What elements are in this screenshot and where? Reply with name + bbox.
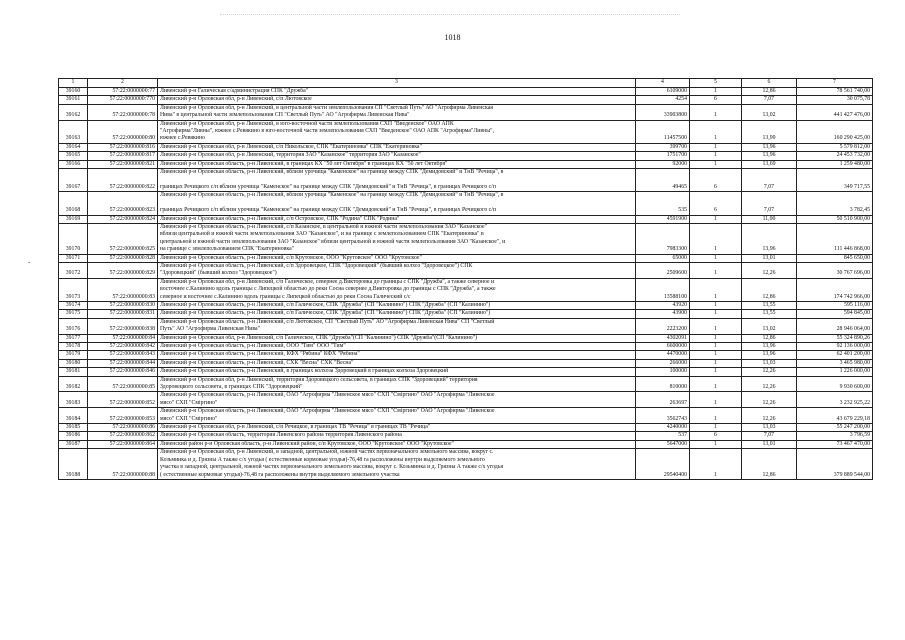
table-row — [59, 424, 873, 432]
cadastral-number-cell: 57:22:0000000:843 — [88, 351, 158, 359]
table-row — [59, 351, 873, 359]
cadastral-value-cell: 349 717,55 — [797, 169, 873, 192]
description-line: Ливенский р-н Орловская область, р-н Ливенский, с/п Лютовское, СП "Светлый Путь" АО "Агрофирма Ливенская Нива" СП "Светлый — [160, 318, 495, 325]
location-description-cell — [158, 310, 636, 318]
location-description-cell — [158, 169, 636, 192]
description-line: южнее с.Ревякино — [160, 135, 205, 142]
record-number-cell: 39163 — [59, 120, 88, 143]
table-row — [59, 318, 873, 334]
area-cell: 810000 — [636, 376, 690, 392]
unit-price-cell: 12,26 — [742, 262, 797, 278]
unit-price-cell: 13,96 — [742, 343, 797, 351]
cadastral-number-cell: 57:22:0000000:78 — [88, 104, 158, 120]
description-line: Ливенский р-н Орловская обл, р-н Ливенский, в западной, центральной, южной частях первоначального земельного массива, вокруг с. — [160, 449, 494, 456]
unit-price-cell: 12,26 — [742, 368, 797, 376]
count-cell: 1 — [690, 301, 742, 309]
area-cell: 5647000 — [636, 440, 690, 448]
table-row — [59, 359, 873, 367]
unit-price-cell: 13,55 — [742, 301, 797, 309]
cadastral-number-cell: 57:22:0000000:852 — [88, 392, 158, 408]
cadastral-number-cell: 57:22:0000000:80 — [88, 120, 158, 143]
location-description-cell — [158, 392, 636, 408]
location-description-cell — [158, 424, 636, 432]
cadastral-number-cell: 57:22:0000000:825 — [88, 223, 158, 254]
unit-price-cell: 13,99 — [742, 120, 797, 143]
location-description-cell — [158, 88, 636, 96]
location-description-cell — [158, 343, 636, 351]
unit-price-cell: 12,86 — [742, 88, 797, 96]
table-row — [59, 120, 873, 143]
area-cell: 92000 — [636, 160, 690, 168]
count-cell: 1 — [690, 343, 742, 351]
count-cell: 1 — [690, 408, 742, 424]
unit-price-cell: 12,26 — [742, 392, 797, 408]
unit-price-cell: 13,03 — [742, 424, 797, 432]
record-number-cell: 39182 — [59, 376, 88, 392]
description-line: Ливенский р-н Галическая с/администрация СПК "Дружба" — [160, 88, 309, 94]
description-line: центральной и южной части землепользования ЗАО "Казанское" вблизи центральной и южной части землепользования ЗАО "Казанское", и — [160, 238, 506, 245]
cadastral-value-cell: 30 767 696,00 — [797, 262, 873, 278]
record-number-cell: 39177 — [59, 334, 88, 342]
area-cell: 29540400 — [636, 449, 690, 480]
description-line: Ливенский р-н Орловская область, р-н Ливенский, ОАО "Агрофирма "Ливенское мясо" СХП "Сміргино" ОАО "Агрофирма "Ливенское — [160, 392, 495, 399]
cadastral-value-cell: 595 116,00 — [797, 301, 873, 309]
cadastral-value-cell: 845 650,00 — [797, 254, 873, 262]
description-line — [160, 200, 633, 207]
count-cell: 1 — [690, 262, 742, 278]
cadastral-value-cell: 3 796,59 — [797, 432, 873, 440]
cadastral-number-cell: 57:22:0000000:862 — [88, 432, 158, 440]
unit-price-cell: 12,86 — [742, 449, 797, 480]
cadastral-value-cell: 9 930 600,00 — [797, 376, 873, 392]
count-cell: 1 — [690, 440, 742, 448]
location-description-cell — [158, 215, 636, 223]
area-cell: 535 — [636, 192, 690, 215]
table-row — [59, 160, 873, 168]
area-cell: 4254 — [636, 96, 690, 104]
location-description-cell — [158, 359, 636, 367]
cadastral-value-cell: 28 946 064,00 — [797, 318, 873, 334]
table-row — [59, 301, 873, 309]
record-number-cell: 39180 — [59, 359, 88, 367]
area-cell: 65000 — [636, 254, 690, 262]
description-line: восточнее с.Калинино вдоль границы с Липецкой областью до реки Сосна севернее д.Викторовка до границы с СПК "Дружба", а также — [160, 286, 496, 293]
table-row — [59, 88, 873, 96]
cadastral-value-cell: 594 845,00 — [797, 310, 873, 318]
cadastral-number-cell: 57:22:0000000:817 — [88, 152, 158, 160]
count-cell: 1 — [690, 215, 742, 223]
unit-price-cell: 11,00 — [742, 215, 797, 223]
table-row — [59, 408, 873, 424]
description-line: Ливенский р-н Орловская обл, р-н Ливенский, в центральной части землепользования СП "Светлый Путь" АО "Агрофирма Ливенская — [160, 104, 493, 111]
count-cell: 1 — [690, 278, 742, 301]
table-row — [59, 254, 873, 262]
description-line: Путь" АО "Агрофирма Ливенская Нива" — [160, 326, 260, 333]
location-description-cell — [158, 432, 636, 440]
area-cell: 2223200 — [636, 318, 690, 334]
record-number-cell: 39187 — [59, 440, 88, 448]
count-cell: 1 — [690, 334, 742, 342]
column-header: 4 — [636, 79, 690, 88]
description-line: Ливенский р-н Орловская обл, р-н Ливенский, с/п Галическое, СПК "Дружба"(СП "Калинино") СПК "Дружба"(СП "Калинино") — [160, 334, 478, 341]
area-cell: 49465 — [636, 169, 690, 192]
record-number-cell: 39181 — [59, 368, 88, 376]
count-cell: 6 — [690, 192, 742, 215]
record-number-cell: 39186 — [59, 432, 88, 440]
table-row — [59, 440, 873, 448]
record-number-cell: 39169 — [59, 215, 88, 223]
column-header: 5 — [690, 79, 742, 88]
description-line: Ливенский р-н Орловская обл, р-н Ливенский, в юго-восточной части землепользования СХП "Введенское" ОАО АПК — [160, 120, 454, 127]
location-description-cell — [158, 192, 636, 215]
cadastral-value-cell: 5 579 812,00 — [797, 143, 873, 151]
description-line: Ливенский р-н Орловская обл, р-н Ливенский, с/п Никольское, СПК "Екатериновка" СПК "Екатериновка" — [160, 143, 422, 150]
description-line: Козьминка и д. Грязны А также с/х угодья ( естественные кормовые угодья)-76,48 га расположены внутри выделяемого земельного — [160, 456, 485, 463]
cadastral-number-cell: 57:22:0000000:822 — [88, 169, 158, 192]
description-line: Ливенский р-н Орловская область, р-н Ливенский, с/п Крутовское, ООО "Крутовское" ООО "Крутовское" — [160, 254, 422, 261]
cadastral-number-cell: 57:22:0000000:86 — [88, 424, 158, 432]
description-line: Ливенский р-н Орловская область, р-н Ливенский, с/п Галическое, СПК "Дружба" (СП "Калинино") СПК "Дружба" (СП "Калинино") — [160, 301, 491, 308]
cadastral-number-cell: 57:22:0000000:846 — [88, 368, 158, 376]
cadastral-value-cell: 43 679 229,18 — [797, 408, 873, 424]
location-description-cell — [158, 160, 636, 168]
record-number-cell: 39176 — [59, 318, 88, 334]
column-header: 3 — [158, 79, 636, 88]
column-header-row — [59, 79, 873, 88]
cadastral-value-cell: 441 427 476,00 — [797, 104, 873, 120]
record-number-cell: 39179 — [59, 351, 88, 359]
location-description-cell — [158, 223, 636, 254]
record-number-cell: 39173 — [59, 278, 88, 301]
location-description-cell — [158, 96, 636, 104]
area-cell: 6109000 — [636, 88, 690, 96]
description-line: Нива" в центральной части землепользования СП "Светлый Путь" АО "Агрофирма Ливенская Нива" — [160, 112, 410, 119]
cadastral-number-cell: 57:22:0000000:816 — [88, 143, 158, 151]
description-line: Ливенский р-н Орловская область, р-н Ливенский, с/п Казанское, в центральной и южной части землепользования ЗАО "Казанское" — [160, 223, 487, 230]
cadastral-value-cell: 30 075,78 — [797, 96, 873, 104]
count-cell: 6 — [690, 169, 742, 192]
count-cell: 6 — [690, 96, 742, 104]
count-cell: 1 — [690, 424, 742, 432]
cadastral-number-cell: 57:22:0000000:823 — [88, 192, 158, 215]
record-number-cell: 39188 — [59, 449, 88, 480]
record-number-cell: 39165 — [59, 152, 88, 160]
cadastral-number-cell: 57:22:0000000:864 — [88, 440, 158, 448]
column-header: 2 — [88, 79, 158, 88]
area-cell: 33903800 — [636, 104, 690, 120]
unit-price-cell: 13,96 — [742, 223, 797, 254]
description-line: границах Речицкого с/п вблизи урочища "Каменское" на границе между СПК "Демидовский" и ТнВ "Речица", в границах Речицкого с/п — [160, 183, 496, 190]
cadastral-number-cell: 57:22:0000000:77 — [88, 88, 158, 96]
count-cell: 1 — [690, 104, 742, 120]
location-description-cell — [158, 262, 636, 278]
description-line: Здоровецкого сельсовета, в границах СПК "Здоровецкий" — [160, 384, 303, 391]
area-cell: 6600000 — [636, 343, 690, 351]
location-description-cell — [158, 301, 636, 309]
location-description-cell — [158, 254, 636, 262]
location-description-cell — [158, 449, 636, 480]
cadastral-number-cell: 57:22:0000000:829 — [88, 262, 158, 278]
description-line: Ливенский р-н Орловская область, р-н Ливенский, вблизи урочища "Каменское" на границе между СПК "Демидовский" и ТнВ "Речица", в — [160, 169, 504, 176]
location-description-cell — [158, 440, 636, 448]
unit-price-cell: 13,96 — [742, 351, 797, 359]
cadastral-value-cell: 73 467 470,00 — [797, 440, 873, 448]
table-row — [59, 376, 873, 392]
record-number-cell: 39166 — [59, 160, 88, 168]
cadastral-number-cell: 57:22:0000000:838 — [88, 318, 158, 334]
table-row — [59, 449, 873, 480]
description-line: участка в западной, центральной, южной частях первоначального земельного массива, вокруг с. Козьминка и д. Грязны А также с/х угодья — [160, 464, 504, 471]
cadastral-value-cell: 50 510 900,00 — [797, 215, 873, 223]
area-cell: 537 — [636, 432, 690, 440]
count-cell: 1 — [690, 318, 742, 334]
cadastral-value-cell: 160 290 425,00 — [797, 120, 873, 143]
location-description-cell — [158, 334, 636, 342]
location-description-cell — [158, 368, 636, 376]
cadastral-number-cell: 57:22:0000000:88 — [88, 449, 158, 480]
table-row — [59, 278, 873, 301]
description-line — [160, 176, 633, 183]
land-register-table — [58, 78, 873, 480]
location-description-cell — [158, 120, 636, 143]
column-header: 1 — [59, 79, 88, 88]
cadastral-value-cell: 111 446 868,00 — [797, 223, 873, 254]
description-line: Ливенский р-н Орловская обл, р-н Ливенский, с/п Лютовское — [160, 96, 312, 103]
unit-price-cell: 13,96 — [742, 143, 797, 151]
unit-price-cell: 12,86 — [742, 278, 797, 301]
unit-price-cell: 7,07 — [742, 169, 797, 192]
table-row — [59, 343, 873, 351]
area-cell: 266000 — [636, 359, 690, 367]
cadastral-value-cell: 174 742 966,00 — [797, 278, 873, 301]
unit-price-cell: 13,02 — [742, 318, 797, 334]
record-number-cell: 39168 — [59, 192, 88, 215]
record-number-cell: 39161 — [59, 96, 88, 104]
description-line: Ливенский район р-н Орловская область, р-н Ливенский район, с/п Крутовское, ООО "Крутовское" ООО "Крутовское" — [160, 440, 454, 447]
record-number-cell: 39171 — [59, 254, 88, 262]
cadastral-number-cell: 57:22:0000000:824 — [88, 215, 158, 223]
description-line: границах Речицкого с/п вблизи урочища "Каменское" на границе между СПК "Демидовский" и ТнВ "Речица", в границах Речицкого с/п — [160, 207, 496, 214]
cadastral-value-cell: 1 259 480,00 — [797, 160, 873, 168]
record-number-cell: 39184 — [59, 408, 88, 424]
cadastral-value-cell: 78 561 740,00 — [797, 88, 873, 96]
record-number-cell: 39175 — [59, 310, 88, 318]
table-row — [59, 368, 873, 376]
location-description-cell — [158, 104, 636, 120]
record-number-cell: 39160 — [59, 88, 88, 96]
count-cell: 1 — [690, 368, 742, 376]
margin-mark: - — [28, 258, 31, 266]
count-cell: 1 — [690, 359, 742, 367]
record-number-cell: 39164 — [59, 143, 88, 151]
cadastral-number-cell: 57:22:0000000:84 — [88, 334, 158, 342]
table-row — [59, 223, 873, 254]
area-cell: 399700 — [636, 143, 690, 151]
cadastral-value-cell: 379 889 544,00 — [797, 449, 873, 480]
cadastral-number-cell: 57:22:0000000:83 — [88, 278, 158, 301]
location-description-cell — [158, 278, 636, 301]
table-row — [59, 310, 873, 318]
column-header: 7 — [797, 79, 873, 88]
table-row — [59, 143, 873, 151]
description-line: на границе с землепользованием СПК "Екатериновка" — [160, 246, 295, 253]
cadastral-number-cell: 57:22:0000000:831 — [88, 310, 158, 318]
description-line: ( естественные кормовые угодья)-76,48 га расположены внутри выделяемого земельного участка — [160, 471, 400, 478]
description-line: "Здоровецкий" (бывший колхоз "Здоровецкое") — [160, 270, 277, 277]
area-cell: 4591900 — [636, 215, 690, 223]
description-line: Ливенский р-н Орловская область, территория Ливенского района территория Ливенского района — [160, 432, 402, 439]
area-cell: 100000 — [636, 368, 690, 376]
cadastral-value-cell: 55 247 200,00 — [797, 424, 873, 432]
count-cell: 1 — [690, 376, 742, 392]
description-line: Ливенский р-н Орловская обл, р-н Ливенский, территория Здоровецкого сельсовета, в границах СПК "Здоровецкий" территория — [160, 376, 478, 383]
area-cell: 43920 — [636, 301, 690, 309]
unit-price-cell: 7,07 — [742, 96, 797, 104]
cadastral-value-cell: 3 232 925,22 — [797, 392, 873, 408]
table-row — [59, 152, 873, 160]
location-description-cell — [158, 143, 636, 151]
unit-price-cell: 12,86 — [742, 334, 797, 342]
area-cell: 263697 — [636, 392, 690, 408]
scan-artifact — [220, 14, 680, 17]
record-number-cell: 39162 — [59, 104, 88, 120]
area-cell: 43900 — [636, 310, 690, 318]
cadastral-value-cell: 62 401 200,00 — [797, 351, 873, 359]
table-row — [59, 96, 873, 104]
location-description-cell — [158, 408, 636, 424]
cadastral-number-cell: 57:22:0000000:842 — [88, 343, 158, 351]
cadastral-value-cell: 1 226 000,00 — [797, 368, 873, 376]
description-line: вблизи центральной и южной части землепользования ЗАО "Казанское", и на границе с землепользованием СПК "Екатериновка" в — [160, 231, 484, 238]
description-line: северное и восточнее с.Калинино вдоль границы с Липецкой областью до реки Сосна Галический с/с — [160, 293, 411, 300]
cadastral-number-cell: 57:22:0000000:830 — [88, 301, 158, 309]
cadastral-number-cell: 57:22:0000000:770 — [88, 96, 158, 104]
cadastral-number-cell: 57:22:0000000:85 — [88, 376, 158, 392]
record-number-cell: 39172 — [59, 262, 88, 278]
unit-price-cell: 7,07 — [742, 432, 797, 440]
location-description-cell — [158, 318, 636, 334]
description-line: Ливенский р-н Орловская область, р-н Ливенский, с/п Галическое, СПК "Дружба" (СП "Калинино") СПК "Дружба" (СП "Калинино") — [160, 310, 491, 317]
record-number-cell: 39183 — [59, 392, 88, 408]
table-row — [59, 262, 873, 278]
record-number-cell: 39167 — [59, 169, 88, 192]
record-number-cell: 39185 — [59, 424, 88, 432]
record-number-cell: 39174 — [59, 301, 88, 309]
count-cell: 6 — [690, 432, 742, 440]
table-body — [59, 79, 873, 480]
count-cell: 1 — [690, 254, 742, 262]
description-line: Ливенский р-н Орловская область, р-н Ливенский, в границах КХ "50 лет Октября" в границах КХ "50 лет Октября" — [160, 160, 448, 167]
description-line: Ливенский р-н Орловская область, р-н Ливенский, СХК "Весна" СХК "Весна" — [160, 359, 354, 366]
area-cell: 13588100 — [636, 278, 690, 301]
cadastral-value-cell: 3 782,45 — [797, 192, 873, 215]
page-number: 1018 — [444, 33, 461, 42]
cadastral-value-cell: 92 136 000,00 — [797, 343, 873, 351]
count-cell: 1 — [690, 120, 742, 143]
table-row — [59, 192, 873, 215]
cadastral-value-cell: 3 465 980,00 — [797, 359, 873, 367]
table-row — [59, 392, 873, 408]
unit-price-cell: 13,55 — [742, 310, 797, 318]
location-description-cell — [158, 152, 636, 160]
count-cell: 1 — [690, 143, 742, 151]
table-row — [59, 104, 873, 120]
unit-price-cell: 13,01 — [742, 440, 797, 448]
unit-price-cell: 13,02 — [742, 104, 797, 120]
cadastral-value-cell: 24 453 732,00 — [797, 152, 873, 160]
unit-price-cell: 13,01 — [742, 254, 797, 262]
count-cell: 1 — [690, 392, 742, 408]
description-line: Ливенский р-н Орловская область, р-н Ливенский, ОАО "Агрофирма "Ливенское мясо" СХП "Сміргино" ОАО "Агрофирма "Ливенское — [160, 408, 495, 415]
count-cell: 1 — [690, 223, 742, 254]
record-number-cell: 39170 — [59, 223, 88, 254]
count-cell: 1 — [690, 160, 742, 168]
count-cell: 1 — [690, 152, 742, 160]
area-cell: 4302091 — [636, 334, 690, 342]
location-description-cell — [158, 376, 636, 392]
area-cell: 1751700 — [636, 152, 690, 160]
count-cell: 1 — [690, 449, 742, 480]
count-cell: 1 — [690, 310, 742, 318]
unit-price-cell: 12,26 — [742, 408, 797, 424]
description-line: Ливенский р-н Орловская область, р-н Ливенский, ООО "Тим" ООО "Тим" — [160, 343, 346, 349]
description-line: мясо" СХП "Сміргино" — [160, 399, 218, 406]
description-line: Ливенский р-н Орловская обл, р-н Ливенский, территория ЗАО "Казанское" территория ЗАО "Казанское" — [160, 152, 421, 159]
count-cell: 1 — [690, 351, 742, 359]
cadastral-number-cell: 57:22:0000000:853 — [88, 408, 158, 424]
cadastral-value-cell: 55 324 890,26 — [797, 334, 873, 342]
description-line: Ливенский р-н Орловская область, р-н Ливенский, КФХ "Рябина" КФХ "Рябина" — [160, 351, 360, 358]
description-line: Ливенский р-н Орловская обл, р-н Ливенский, с/п Галическое, севернее д.Викторовка до границы с СПК "Дружба", а также северное и — [160, 278, 495, 285]
table-row — [59, 432, 873, 440]
location-description-cell — [158, 351, 636, 359]
table-row — [59, 334, 873, 342]
description-line: Ливенский р-н Орловская обл, р-н Ливенский, с/п Речицкое, в границах ТВ "Речица" в границах ТВ "Речица" — [160, 424, 431, 431]
description-line: Ливенский р-н Орловская область, р-н Ливенский, вблизи урочища "Каменское" на границе между СПК "Демидовский" и ТнВ "Речица", в — [160, 192, 504, 199]
description-line: мясо" СХП "Сміргино" — [160, 415, 218, 422]
description-line: "Агрофирма"Ливны", южнее с.Ревякино в юго-восточной части землепользования СХП "Введенское" ОАО АПК "Агрофирма"Ливны", — [160, 128, 494, 135]
description-line: Ливенский р-н Орловская область, р-н Ливенский, с/п Островское, СПК "Родина" СПК "Родина" — [160, 215, 400, 222]
unit-price-cell: 12,26 — [742, 376, 797, 392]
cadastral-number-cell: 57:22:0000000:828 — [88, 254, 158, 262]
count-cell: 1 — [690, 88, 742, 96]
area-cell: 4470000 — [636, 351, 690, 359]
table-row — [59, 215, 873, 223]
area-cell: 2509600 — [636, 262, 690, 278]
cadastral-number-cell: 57:22:0000000:821 — [88, 160, 158, 168]
cadastral-number-cell: 57:22:0000000:844 — [88, 359, 158, 367]
unit-price-cell: 13,96 — [742, 152, 797, 160]
table-row — [59, 169, 873, 192]
area-cell: 3562743 — [636, 408, 690, 424]
record-number-cell: 39178 — [59, 343, 88, 351]
column-header: 6 — [742, 79, 797, 88]
description-line: Ливенский р-н Орловская область, р-н Ливенский, в границах колхоза Здоровецкий в границах колхоза Здоровецкий — [160, 368, 449, 375]
area-cell: 11457500 — [636, 120, 690, 143]
description-line: Ливенский р-н Орловская область, р-н Ливенский, с/п Здоровецкое, СПК "Здоровецкий" (бывший колхоз "Здоровецкое") СПК — [160, 262, 473, 269]
unit-price-cell: 13,03 — [742, 359, 797, 367]
area-cell: 4240000 — [636, 424, 690, 432]
unit-price-cell: 7,07 — [742, 192, 797, 215]
area-cell: 7983300 — [636, 223, 690, 254]
unit-price-cell: 13,69 — [742, 160, 797, 168]
